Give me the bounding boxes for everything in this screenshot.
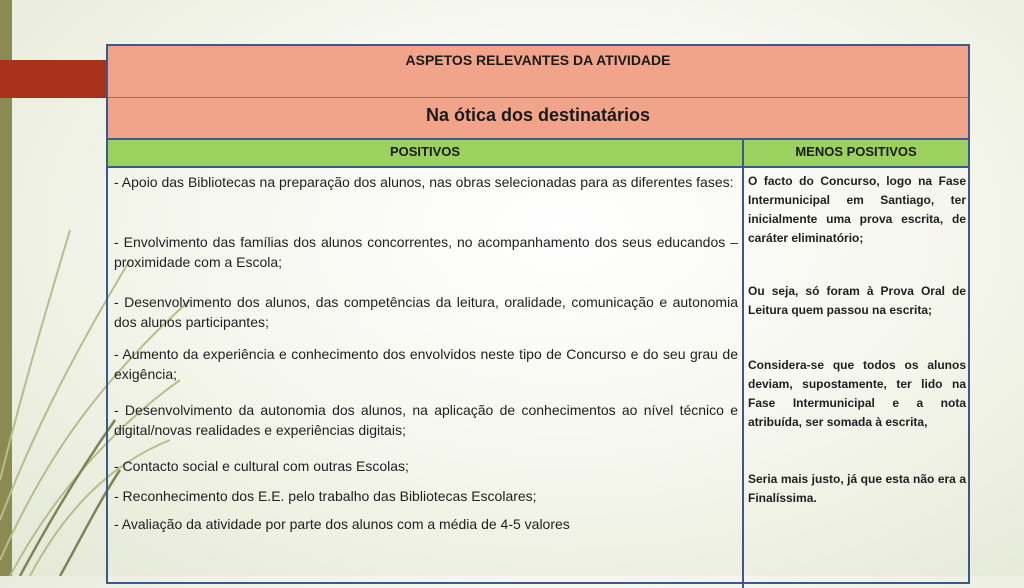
table-title: ASPETOS RELEVANTES DA ATIVIDADE [405, 52, 671, 68]
vine-line [20, 420, 115, 576]
negative-item: Ou seja, só foram à Prova Oral de Leitura quem passou na escrita; [748, 284, 966, 317]
positive-item: - Avaliação da atividade por parte dos alunos com a média de 4-5 valores [114, 516, 570, 532]
column-divider [742, 168, 744, 588]
positives-header: POSITIVOS [389, 144, 461, 159]
positive-item: - Desenvolvimento da autonomia dos alunos, na aplicação de conhecimentos ao nível técnico e digital/novas realidades e experiências digitais; [114, 402, 738, 438]
table-title-row [108, 46, 968, 98]
negative-item: Seria mais justo, já que esta não era a Finalíssima. [748, 472, 966, 505]
positive-item: - Desenvolvimento dos alunos, das competências da leitura, oralidade, comunicação e autonomia dos alunos participantes; [114, 294, 738, 330]
aspects-table [106, 44, 970, 584]
table-subtitle-row [108, 98, 968, 140]
negatives-header: MENOS POSITIVOS [742, 140, 968, 166]
table-subtitle: Na ótica dos destinatários [425, 105, 651, 125]
positive-item: - Reconhecimento dos E.E. pelo trabalho das Bibliotecas Escolares; [114, 488, 537, 504]
positive-item: - Envolvimento das famílias dos alunos concorrentes, no acompanhamento dos seus educandos – proximidade com a Escola; [114, 234, 738, 270]
negative-item: O facto do Concurso, logo na Fase Intermunicipal em Santiago, ter inicialmente uma prova escrita, de caráter eliminatório; [748, 174, 966, 245]
positive-item: - Apoio das Bibliotecas na preparação dos alunos, nas obras selecionadas para as diferentes fases: [114, 174, 734, 190]
positive-item: - Aumento da experiência e conhecimento dos envolvidos neste tipo de Concurso e do seu grau de exigência; [114, 346, 738, 382]
negative-item: Considera-se que todos os alunos deviam, supostamente, ter lido na Fase Intermunicipal e a nota atribuída, ser somada à escrita, [748, 358, 966, 429]
column-header-row [108, 140, 968, 168]
positive-item: - Contacto social e cultural com outras Escolas; [114, 458, 409, 474]
red-accent-bar [0, 60, 106, 98]
